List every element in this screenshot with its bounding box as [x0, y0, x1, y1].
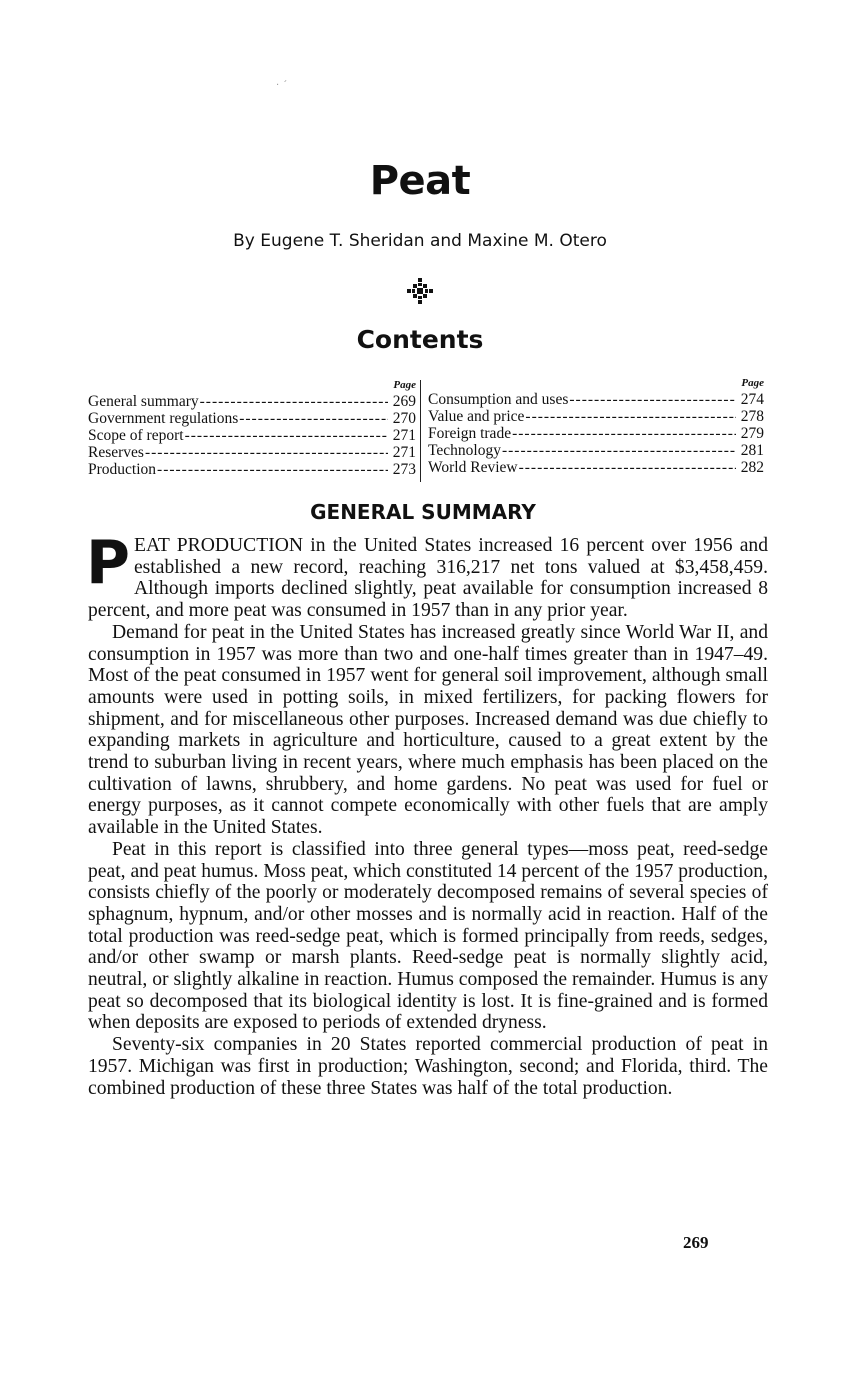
toc-entry-label: World Review	[428, 459, 518, 476]
toc-leader	[512, 425, 736, 442]
toc-entry-page: 270	[392, 410, 416, 427]
toc-entry-label: Reserves	[88, 444, 144, 461]
author-byline: By Eugene T. Sheridan and Maxine M. Otero	[233, 231, 607, 251]
toc-leader	[145, 444, 388, 461]
ornament-icon	[405, 276, 435, 306]
toc-entry[interactable]	[428, 442, 764, 459]
page-title: Peat	[369, 158, 471, 204]
toc-entry[interactable]	[88, 444, 416, 461]
toc-entry[interactable]	[428, 408, 764, 425]
toc-entry-label: Technology	[428, 442, 501, 459]
toc-entry-label: Value and price	[428, 408, 525, 425]
toc-entry-page: 281	[740, 442, 764, 459]
drop-cap: P	[86, 528, 130, 598]
toc-page-label: Page	[393, 379, 416, 391]
toc-entry-label: Scope of report	[88, 427, 184, 444]
toc-leader	[519, 459, 736, 476]
paragraph	[86, 528, 768, 622]
toc-leader	[525, 408, 735, 425]
toc-entry[interactable]	[88, 393, 416, 410]
toc-page-label: Page	[741, 377, 764, 389]
paragraph-text: EAT PRODUCTION in the United States increased 16 percent over 1956 and established a new record, reaching 316,217 net tons valued at $3,458,459. Although imports declined slightly, peat available for consumption increased 8 percent, and more peat was consumed in 1957 than in any prior year.	[88, 535, 768, 622]
toc-leader	[502, 442, 736, 459]
contents-heading: Contents	[356, 325, 484, 354]
toc-entry-page: 278	[740, 408, 764, 425]
toc-entry[interactable]	[428, 459, 764, 476]
toc-leader	[200, 393, 388, 410]
toc-entry-page: 282	[740, 459, 764, 476]
toc-leader	[185, 427, 388, 444]
toc-right-column	[428, 376, 764, 476]
toc-entry-label: General summary	[88, 393, 199, 410]
paragraph: Seventy-six companies in 20 States reported commercial production of peat in 1957. Michigan was first in production; Washington, second; and Florida, third. The combined production of these three States was half of the total production.	[88, 1034, 768, 1099]
toc-entry-page: 269	[392, 393, 416, 410]
toc-entry-label: Production	[88, 461, 157, 478]
body-text	[86, 528, 768, 1099]
paragraph: Peat in this report is classified into three general types—moss peat, reed-sedge peat, and peat humus. Moss peat, which constituted 14 percent of the 1957 production, consists chiefly of the poorly or moderately decomposed remains of several species of sphagnum, hypnum, and/or other mosses and is normally acid in reaction. Half of the total production was reed-sedge peat, which is formed principally from reeds, sedges, and/or other swamp or marsh plants. Reed-sedge peat is normally slightly acid, neutral, or slightly alkaline in reaction. Humus composed the remainder. Humus is any peat so decomposed that its biological identity is lost. It is fine-grained and is formed when deposits are exposed to periods of extended dryness.	[88, 838, 768, 1034]
toc-entry[interactable]	[88, 410, 416, 427]
toc-entry[interactable]	[88, 461, 416, 478]
section-heading: GENERAL SUMMARY	[310, 500, 536, 524]
toc-entry-label: Government regulations	[88, 410, 239, 427]
toc-left-column	[88, 378, 416, 478]
toc-entry-page: 279	[740, 425, 764, 442]
toc-entry[interactable]	[88, 427, 416, 444]
page-number: 269	[683, 1233, 709, 1252]
toc-entry-page: 273	[392, 461, 416, 478]
toc-entry[interactable]	[428, 391, 764, 408]
toc-entry-page: 274	[740, 391, 764, 408]
toc-leader	[239, 410, 388, 427]
toc-entry[interactable]	[428, 425, 764, 442]
scan-mark: · ˊ	[276, 80, 288, 91]
toc-entry-label: Consumption and uses	[428, 391, 569, 408]
toc-entry-label: Foreign trade	[428, 425, 512, 442]
toc-divider	[420, 380, 421, 482]
toc-entry-page: 271	[392, 427, 416, 444]
toc-leader	[569, 391, 735, 408]
paragraph: Demand for peat in the United States has increased greatly since World War II, and consumption in 1957 was more than two and one-half times greater than in 1947–49. Most of the peat consumed in 1957 went for general soil improvement, although small amounts were used in potting soils, in mixed fertilizers, for packing flowers for shipment, and for miscellaneous other purposes. Increased demand was due chiefly to expanding markets in agriculture and horticulture, caused to a great extent by the trend to suburban living in recent years, where much emphasis has been placed on the cultivation of lawns, shrubbery, and home gardens. No peat was used for fuel or energy purposes, as it cannot compete economically with other fuels that are amply available in the United States.	[88, 621, 768, 839]
toc-entry-page: 271	[392, 444, 416, 461]
toc-leader	[157, 461, 388, 478]
